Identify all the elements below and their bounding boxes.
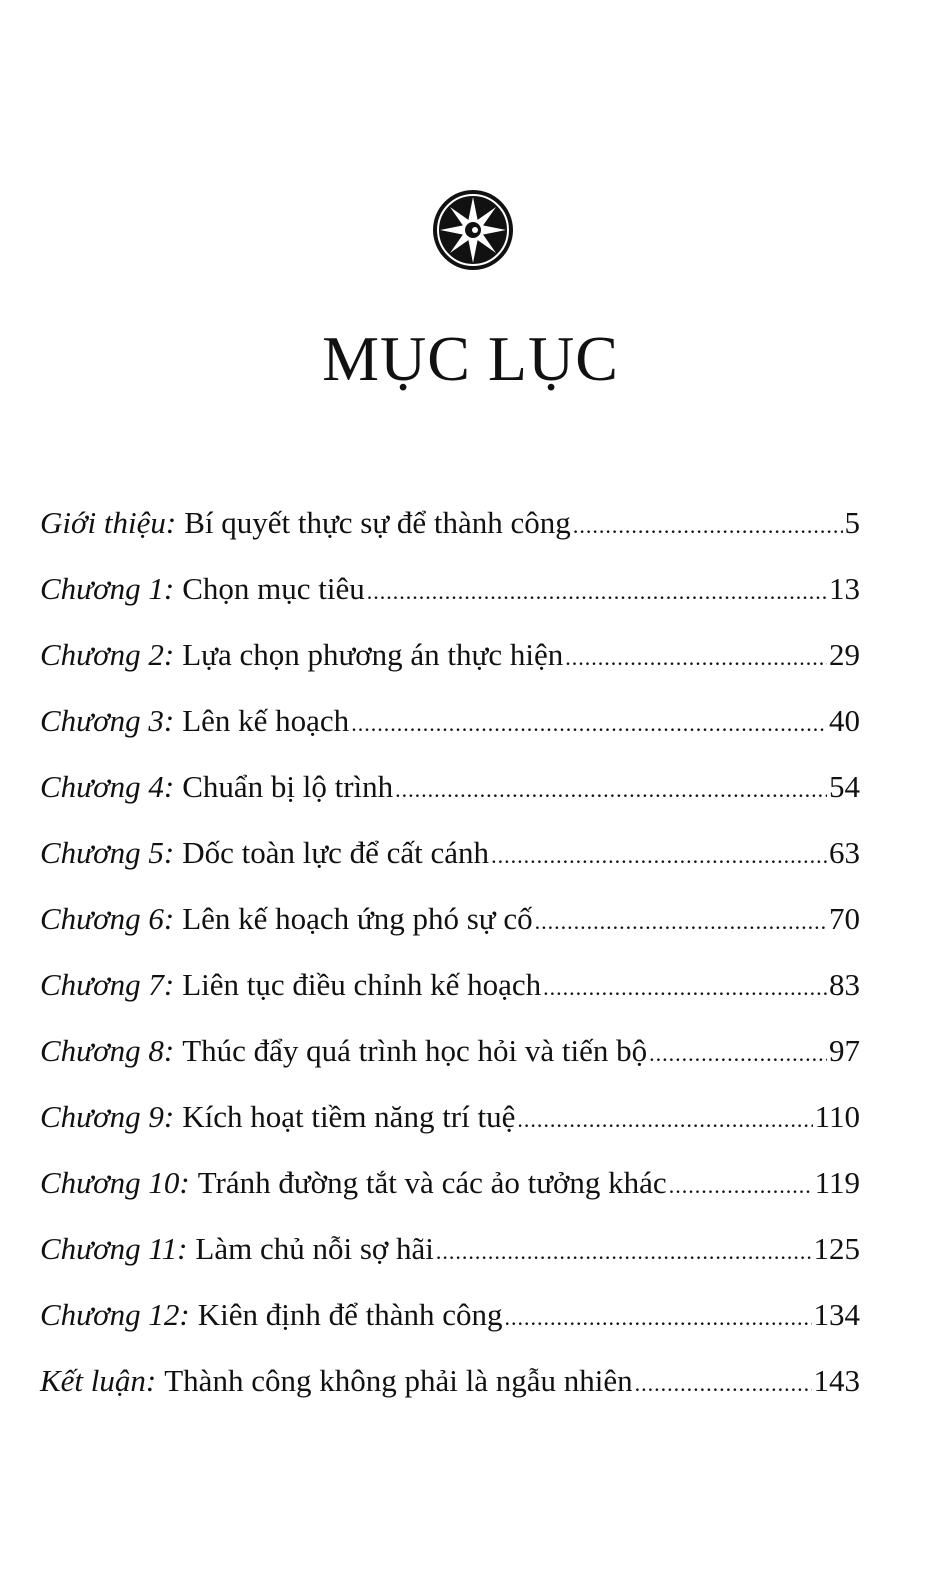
page-number: 40 bbox=[829, 703, 860, 738]
dot-leader bbox=[436, 1239, 812, 1265]
page-number: 110 bbox=[814, 1099, 860, 1134]
dot-leader bbox=[669, 1173, 813, 1199]
page-title: MỤC LỤC bbox=[322, 323, 619, 394]
page-number: 119 bbox=[814, 1165, 860, 1200]
chapter-title: Chọn mục tiêu bbox=[182, 571, 365, 606]
page-number: 97 bbox=[829, 1033, 860, 1068]
chapter-label: Chương 11: bbox=[40, 1231, 188, 1266]
chapter-label: Chương 7: bbox=[40, 967, 175, 1002]
chapter-title: Liên tục điều chỉnh kế hoạch bbox=[182, 967, 542, 1002]
toc-entry[interactable] bbox=[40, 1099, 860, 1165]
chapter-label: Kết luận: bbox=[40, 1363, 157, 1398]
toc-entry[interactable] bbox=[40, 505, 860, 571]
chapter-title: Kích hoạt tiềm năng trí tuệ bbox=[182, 1099, 516, 1134]
dot-leader bbox=[351, 711, 827, 737]
dot-leader bbox=[649, 1041, 827, 1067]
chapter-label: Chương 2: bbox=[40, 637, 175, 672]
table-of-contents bbox=[40, 505, 860, 1429]
chapter-title: Thúc đẩy quá trình học hỏi và tiến bộ bbox=[182, 1033, 648, 1068]
chapter-label: Chương 4: bbox=[40, 769, 175, 804]
toc-entry[interactable] bbox=[40, 967, 860, 1033]
chapter-label: Chương 5: bbox=[40, 835, 175, 870]
toc-entry[interactable] bbox=[40, 637, 860, 703]
chapter-title: Chuẩn bị lộ trình bbox=[182, 769, 394, 804]
page-number: 83 bbox=[829, 967, 860, 1002]
dot-leader bbox=[395, 777, 827, 803]
toc-entry[interactable] bbox=[40, 1297, 860, 1363]
compass-rose-icon bbox=[431, 188, 515, 272]
chapter-label: Chương 10: bbox=[40, 1165, 190, 1200]
chapter-label: Chương 9: bbox=[40, 1099, 175, 1134]
toc-entry[interactable] bbox=[40, 901, 860, 967]
page-number: 13 bbox=[829, 571, 860, 606]
chapter-label: Chương 12: bbox=[40, 1297, 190, 1332]
chapter-title: Thành công không phải là ngẫu nhiên bbox=[164, 1363, 633, 1398]
chapter-label: Chương 6: bbox=[40, 901, 175, 936]
toc-entry[interactable] bbox=[40, 1231, 860, 1297]
toc-entry[interactable] bbox=[40, 703, 860, 769]
dot-leader bbox=[504, 1305, 811, 1331]
page-number: 29 bbox=[829, 637, 860, 672]
dot-leader bbox=[543, 975, 827, 1001]
dot-leader bbox=[573, 513, 843, 539]
dot-leader bbox=[565, 645, 827, 671]
chapter-title: Làm chủ nỗi sợ hãi bbox=[195, 1231, 434, 1266]
page-number: 125 bbox=[813, 1231, 860, 1266]
chapter-label: Giới thiệu: bbox=[40, 505, 177, 540]
chapter-label: Chương 1: bbox=[40, 571, 175, 606]
page-number: 143 bbox=[813, 1363, 860, 1398]
dot-leader bbox=[367, 579, 827, 605]
page-number: 70 bbox=[829, 901, 860, 936]
page-number: 5 bbox=[844, 505, 860, 540]
page-number: 134 bbox=[813, 1297, 860, 1332]
toc-entry[interactable] bbox=[40, 1363, 860, 1429]
dot-leader bbox=[491, 843, 827, 869]
chapter-title: Tránh đường tắt và các ảo tưởng khác bbox=[197, 1165, 667, 1200]
page-number: 63 bbox=[829, 835, 860, 870]
dot-leader bbox=[517, 1107, 812, 1133]
chapter-title: Lên kế hoạch bbox=[182, 703, 350, 738]
chapter-title: Kiên định để thành công bbox=[197, 1297, 503, 1332]
toc-entry[interactable] bbox=[40, 571, 860, 637]
dot-leader bbox=[535, 909, 827, 935]
chapter-label: Chương 3: bbox=[40, 703, 175, 738]
chapter-title: Lên kế hoạch ứng phó sự cố bbox=[182, 901, 533, 936]
chapter-title: Lựa chọn phương án thực hiện bbox=[182, 637, 564, 672]
chapter-title: Bí quyết thực sự để thành công bbox=[184, 505, 571, 540]
toc-entry[interactable] bbox=[40, 835, 860, 901]
dot-leader bbox=[635, 1371, 812, 1397]
chapter-label: Chương 8: bbox=[40, 1033, 175, 1068]
page-number: 54 bbox=[829, 769, 860, 804]
toc-entry[interactable] bbox=[40, 1165, 860, 1231]
chapter-title: Dốc toàn lực để cất cánh bbox=[182, 835, 490, 870]
toc-entry[interactable] bbox=[40, 1033, 860, 1099]
toc-entry[interactable] bbox=[40, 769, 860, 835]
